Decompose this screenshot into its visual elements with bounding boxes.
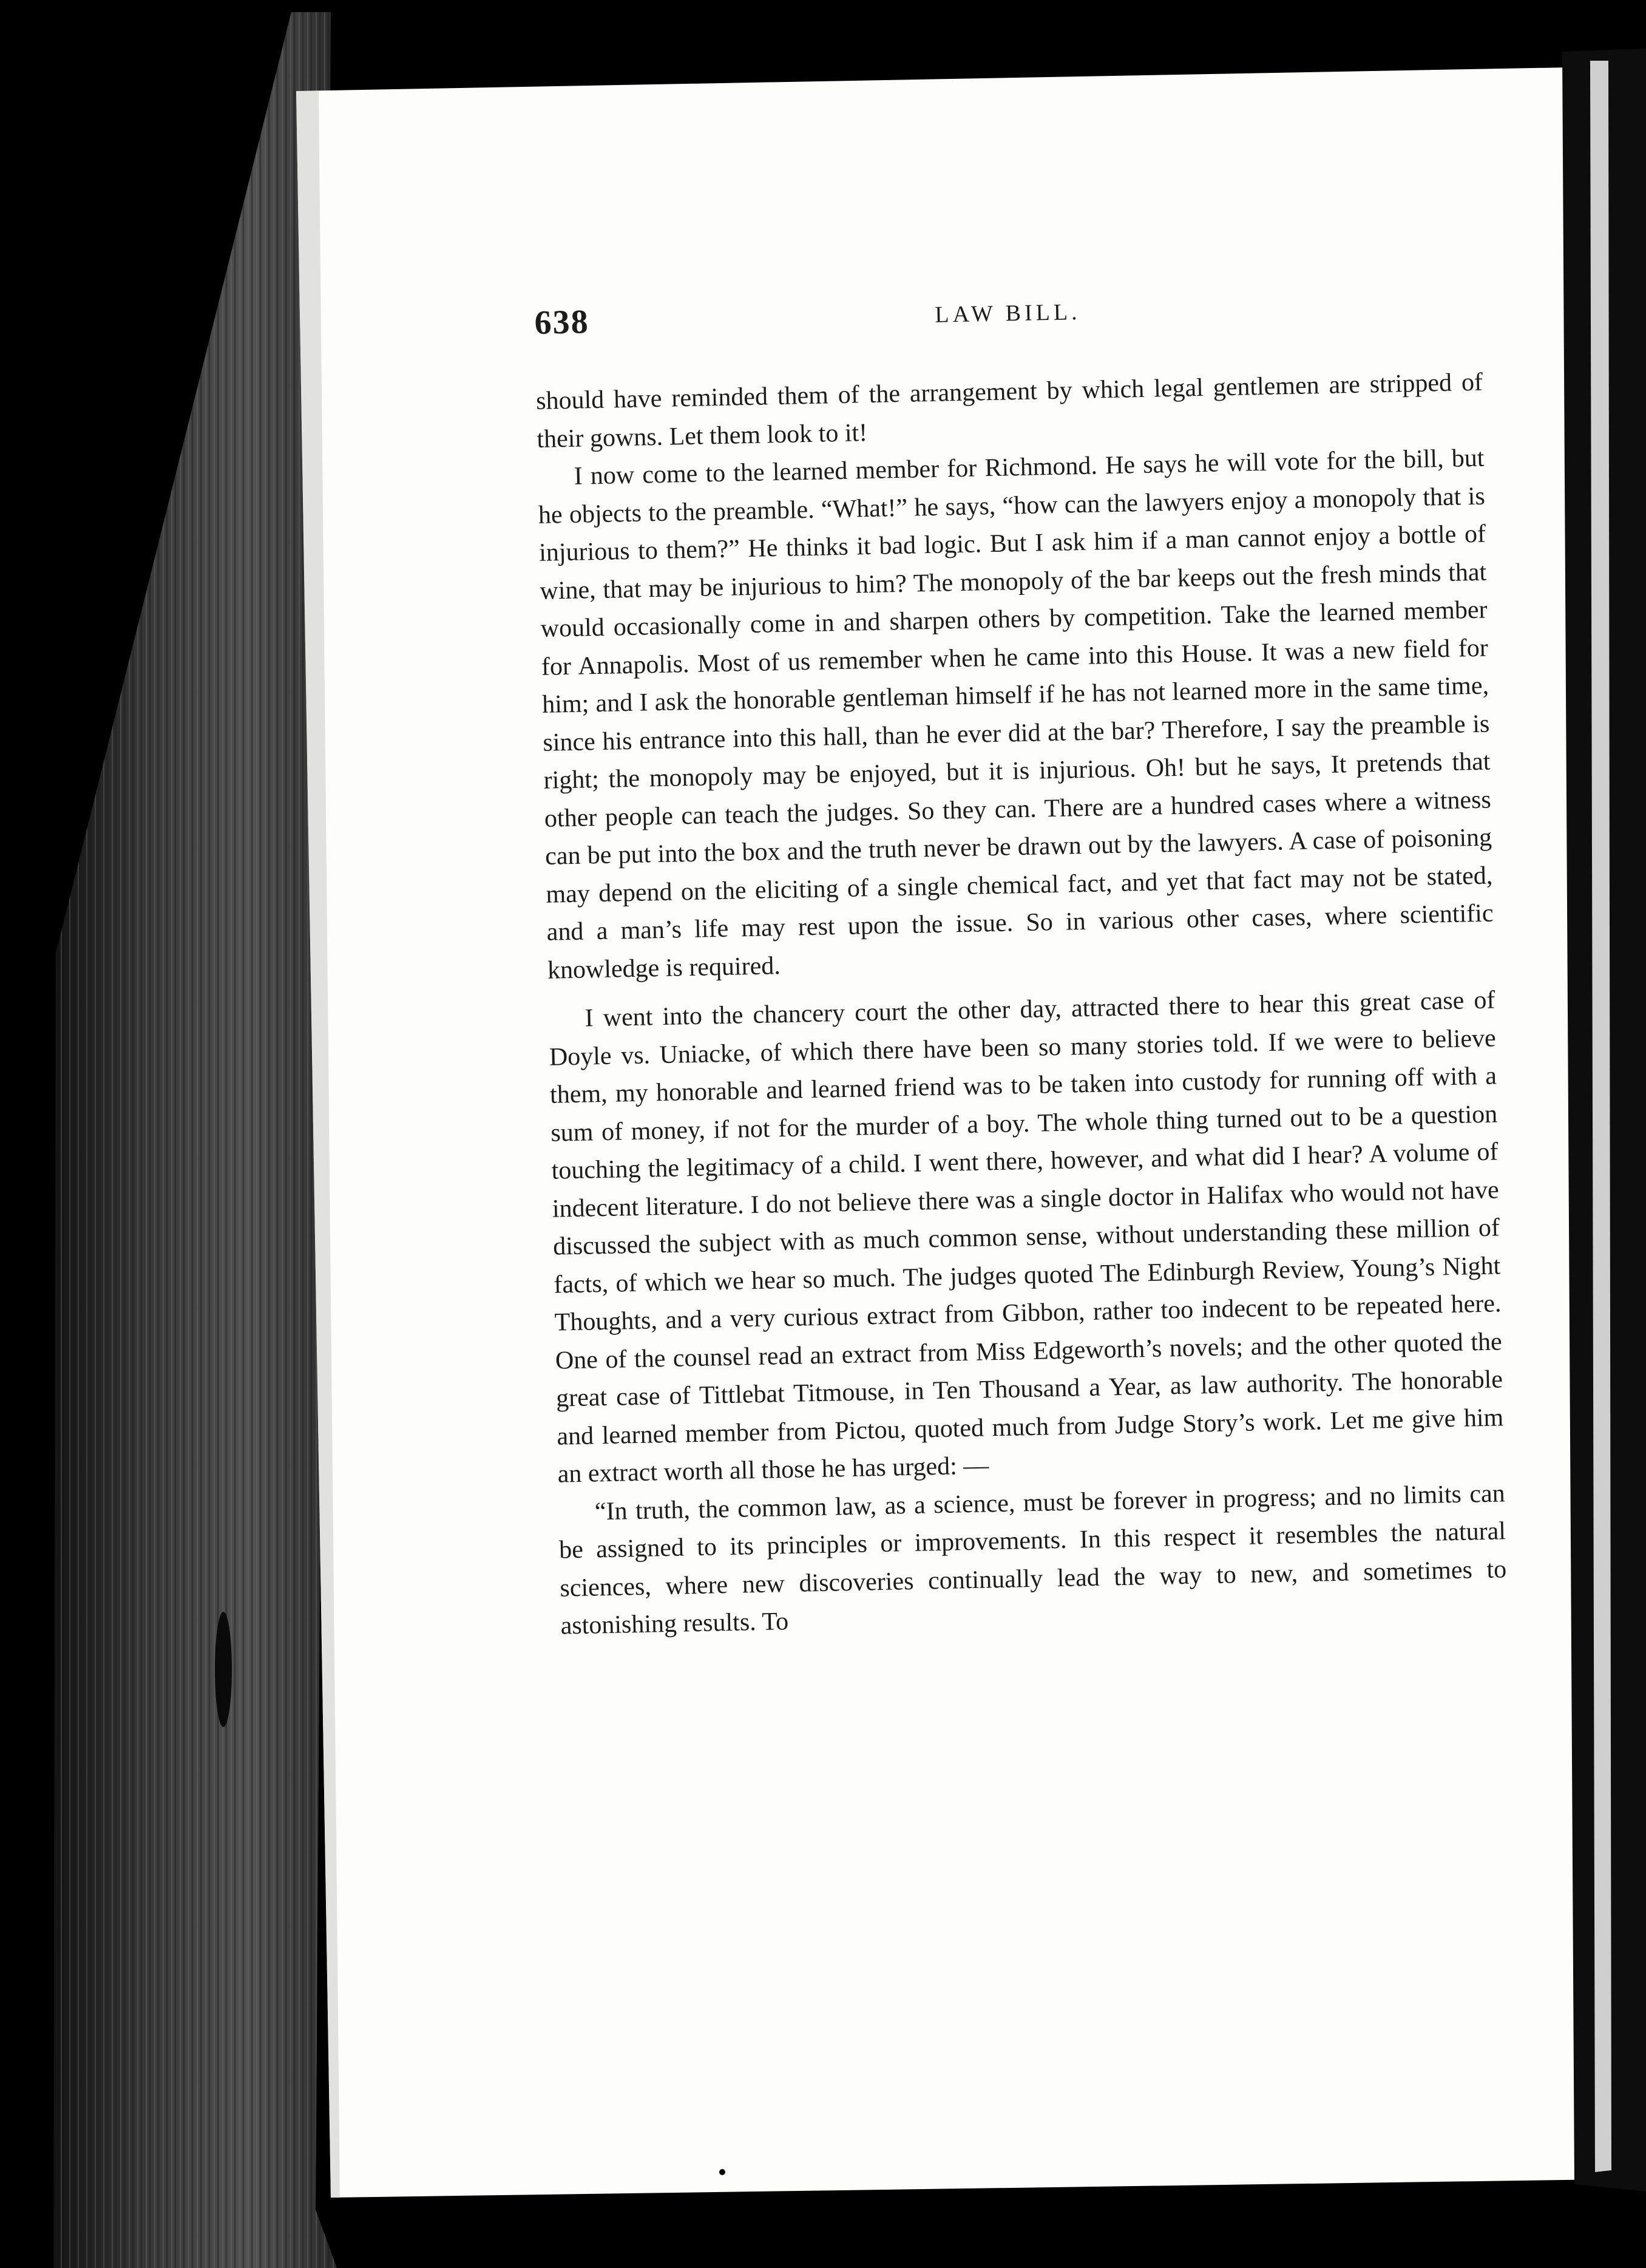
paragraph-richmond-member: I now come to the learned member for Richmond. He says he will vote for the bill, but he objects to the preamble. “What!” he says, “how can the lawyers enjoy a monopoly that is injurious to them?” He thinks it bad logic. But I ask him if a man cannot enjoy a bottle of wine, that may be injurious to him? The monopoly of the bar keeps out the fresh minds that would occasionally come in and sharpen others by competition. Take the learned member for Annapolis. Most of us remember when he came into this House. It was a new field for him; and I ask the honorable gentleman himself if he has not learned more in the same time, since his entrance into this hall, than he ever did at the bar? Therefore, I say the preamble is right; the monopoly may be enjoyed, but it is injurious. Oh! but he says, It pretends that other people can teach the judges. So they can. There are a hundred cases where a witness can be put into the box and the truth never be drawn out by the lawyers. A case of poisoning may depend on the eliciting of a single chemical fact, and yet that fact may not be stated, and a man’s life may rest upon the issue. So in various other cases, where scientific knowledge is required. [538,444,1494,985]
paragraph-continued: should have reminded them of the arrangement by which legal gentlemen are stripped of their gowns. Let them look to it! [535,368,1483,453]
paragraph-quotation: “In truth, the common law, as a science, must be forever in progress; and no limits can be assigned to its principles or improvements. In this respect it resembles the natural sciences, where new discoveries continually lead the way to new, and sometimes to astonishing results. To [558,1479,1507,1640]
page-number: 638 [534,303,590,342]
paragraph-chancery-court: I went into the chancery court the other day, attracted there to hear this great case of Doyle vs. Uniacke, of which there have been so many stories told. If we were to believe them, my honorable and learned friend was to be taken into custody for running off with a sum of money, if not for the murder of a boy. The whole thing turned out to be a question touching the legitimacy of a child. I went there, however, and what did I hear? A volume of indecent literature. I do not believe there was a single doctor in Halifax who would not have discussed the subject with as much common sense, without understanding these million of facts, of which we hear so much. The judges quoted The Edinburgh Review, Young’s Night Thoughts, and a very curious extract from Gibbon, rather too indecent to be repeated here. One of the counsel read an extract from Miss Edgeworth’s novels; and the other quoted the great case of Tittlebat Titmouse, in Ten Thousand a Year, as law authority. The honorable and learned member from Pictou, quoted much from Judge Story’s work. Let me give him an extract worth all those he has urged: — [549,986,1504,1489]
page-content [534,285,1508,1645]
scan-speck [719,2169,725,2175]
edge-blemish [215,1612,232,1727]
running-title: LAW BILL. [934,299,1081,328]
